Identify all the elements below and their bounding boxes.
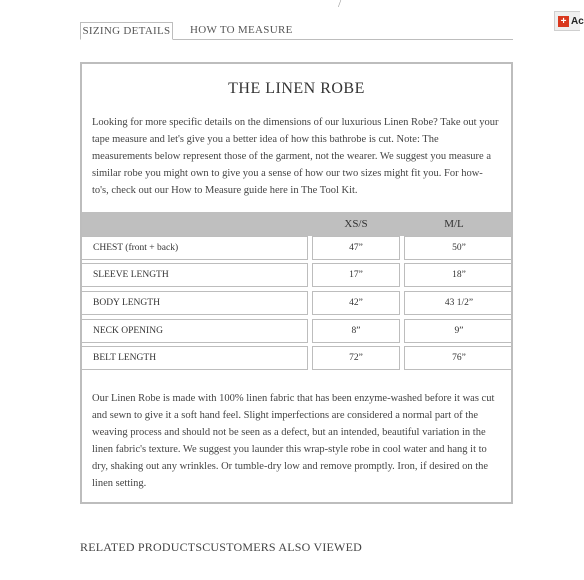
table-row: [82, 346, 511, 370]
row-label: BELT LENGTH: [82, 346, 308, 370]
row-label: SLEEVE LENGTH: [82, 263, 308, 287]
care-paragraph: Our Linen Robe is made with 100% linen fabric that has been enzyme-washed before it was cut and sewn to give it a soft hand feel. Slight imperfections are considered a normal part of the weaving process and should not be seen as a defect, but an intended, beautiful variation in the linen fabric's texture. We suggest you launder this wrap-style robe in cool water and hang it to dry, shaking out any wrinkles. Or tumble-dry low and remove promptly. Iron, if desired on the linen setting.: [92, 393, 495, 489]
addon-badge[interactable]: [554, 11, 584, 31]
value-m-l: 9”: [404, 319, 513, 343]
tab-sizing-details[interactable]: SIZING DETAILS: [80, 22, 173, 40]
value-xs-s: 42”: [312, 291, 400, 315]
value-xs-s: 17”: [312, 263, 400, 287]
tab-how-to-measure[interactable]: HOW TO MEASURE: [190, 24, 293, 36]
value-xs-s: 47”: [312, 236, 400, 260]
sizing-panel: [80, 62, 513, 504]
tab-bar: [80, 22, 513, 40]
column-header-xs-s: XS/S: [344, 218, 368, 230]
value-m-l: 43 1/2”: [404, 291, 513, 315]
row-label: BODY LENGTH: [82, 291, 308, 315]
table-header: [82, 212, 511, 236]
panel-title: THE LINEN ROBE: [228, 80, 365, 97]
value-m-l: 76”: [404, 346, 513, 370]
value-xs-s: 8”: [312, 319, 400, 343]
table-row: [82, 263, 511, 287]
table-row: [82, 319, 511, 343]
row-label: CHEST (front + back): [82, 236, 308, 260]
table-row: [82, 291, 511, 315]
value-m-l: 18”: [404, 263, 513, 287]
value-xs-s: 72”: [312, 346, 400, 370]
plus-icon: +: [558, 16, 569, 27]
column-header-m-l: M/L: [444, 218, 464, 230]
related-products-heading: RELATED PRODUCTSCUSTOMERS ALSO VIEWED: [80, 540, 362, 554]
addon-badge-label: Ac: [571, 15, 584, 27]
table-row: [82, 236, 511, 260]
top-stroke-fragment: /: [338, 0, 342, 10]
row-label: NECK OPENING: [82, 319, 308, 343]
intro-paragraph: Looking for more specific details on the dimensions of our luxurious Linen Robe? Take out your tape measure and let's give you a better idea of how this bathrobe is cut. Note: The measurements below represent those of the garment, not the wearer. We suggest you measure a similar robe you might own to give you a sense of how our two sizes might fit you. For how-to's, check out our How to Measure guide here in The Tool Kit.: [92, 117, 499, 196]
value-m-l: 50”: [404, 236, 513, 260]
